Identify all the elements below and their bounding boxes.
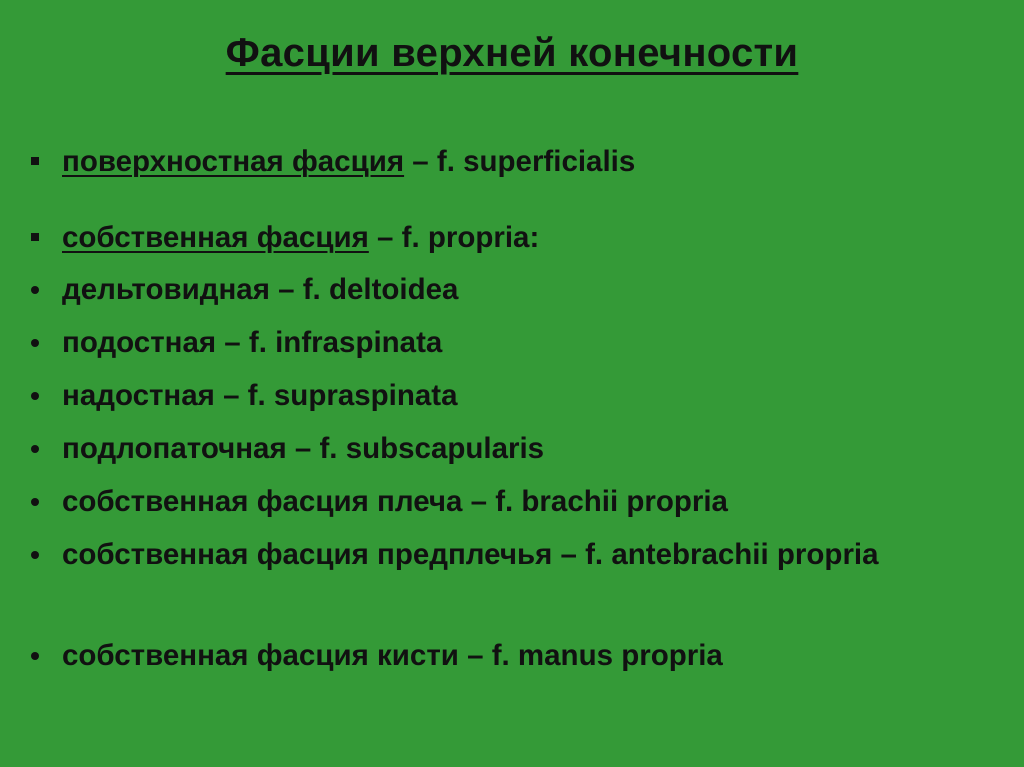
term-underlined: собственная фасция: [62, 221, 369, 254]
list-item-text: подлопаточная – f. subscapularis: [62, 432, 545, 465]
list-item-manus: [62, 639, 723, 672]
list-item-infraspinata: [62, 326, 442, 359]
list-item-superficial-fascia: [62, 145, 635, 178]
list-item-brachii: [62, 485, 728, 518]
list-item-proper-fascia: [62, 221, 539, 254]
slide-title: Фасции верхней конечности: [225, 31, 799, 75]
list-item-text: собственная фасция кисти – f. manus propria: [62, 639, 723, 672]
list-item-antebrachii: [62, 538, 992, 571]
term-latin: – f. superficialis: [404, 145, 636, 178]
list-item-text: надостная – f. supraspinata: [62, 379, 458, 412]
list-item-text: дельтовидная – f. deltoidea: [62, 273, 459, 306]
list-item-text: собственная фасция плеча – f. brachii propria: [62, 485, 728, 518]
list-item-deltoid: [62, 273, 458, 306]
term-underlined: поверхностная фасция: [62, 145, 405, 178]
list-item-subscapularis: [62, 432, 544, 465]
list-item-supraspinata: [62, 379, 458, 412]
list-item-text: подостная – f. infraspinata: [62, 326, 443, 359]
term-latin: – f. propria:: [368, 221, 540, 254]
list-item-text: собственная фасция предплечья – f. antebrachii propria: [62, 538, 879, 571]
